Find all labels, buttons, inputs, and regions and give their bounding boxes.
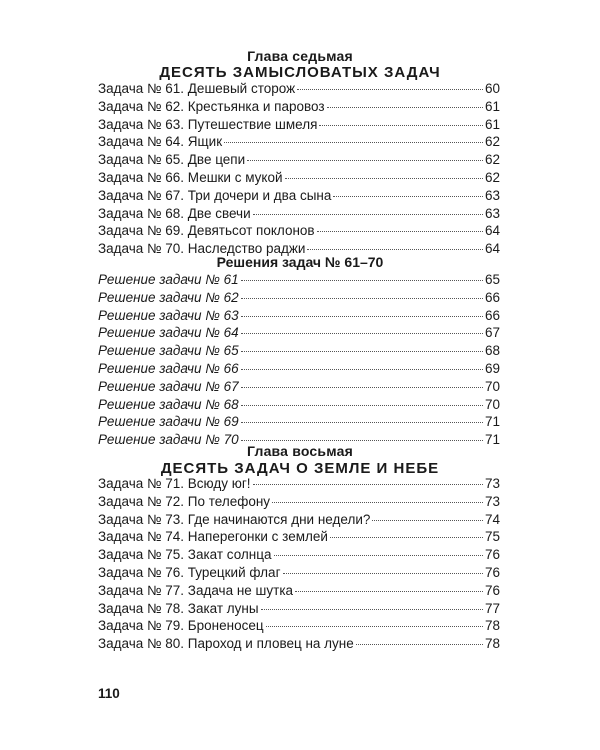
toc-entry-title: Задача № 80. Пароход и пловец на луне [98,636,354,652]
toc-entry-page: 76 [484,547,500,563]
toc-entry-title: Решение задачи № 64 [98,325,239,341]
dot-leader [283,573,483,574]
toc-entry-page: 74 [484,511,500,527]
toc-entry-problem[interactable] [98,222,500,240]
toc-entry-page: 78 [484,618,500,634]
chapter-8-toc [98,475,500,653]
toc-entry-problem[interactable] [98,187,500,205]
toc-entry-problem[interactable] [98,80,500,98]
toc-entry-title: Решение задачи № 62 [98,289,239,305]
dot-leader [241,351,483,352]
dot-leader [241,369,483,370]
toc-entry-problem[interactable] [98,511,500,529]
dot-leader [261,609,483,610]
toc-entry-page: 70 [484,396,500,412]
toc-entry-problem[interactable] [98,600,500,618]
toc-entry-page: 73 [484,493,500,509]
toc-entry-solution[interactable] [98,307,500,325]
toc-entry-problem[interactable] [98,116,500,134]
toc-entry-solution[interactable] [98,289,500,307]
toc-entry-solution[interactable] [98,360,500,378]
toc-entry-title: Задача № 72. По телефону [98,493,271,509]
dot-leader [295,591,483,592]
dot-leader [241,405,483,406]
toc-entry-title: Задача № 66. Мешки с мукой [98,169,283,185]
toc-entry-title: Решение задачи № 63 [98,307,239,323]
toc-entry-problem[interactable] [98,564,500,582]
dot-leader [241,333,483,334]
toc-entry-page: 66 [484,289,500,305]
dot-leader [247,160,483,161]
chapter-8-label: Глава восьмая [247,443,353,459]
toc-entry-page: 76 [484,564,500,580]
toc-entry-title: Решение задачи № 67 [98,378,239,394]
toc-entry-title: Решение задачи № 70 [98,432,239,448]
dot-leader [307,249,483,250]
page-number: 110 [98,686,120,701]
toc-entry-problem[interactable] [98,493,500,511]
toc-entry-title: Задача № 65. Две цепи [98,152,246,168]
toc-entry-title: Задача № 73. Где начинаются дни недели? [98,511,371,527]
dot-leader [224,142,483,143]
toc-entry-page: 64 [484,241,500,257]
toc-entry-page: 78 [484,636,500,652]
toc-entry-title: Задача № 76. Турецкий флаг [98,564,281,580]
toc-entry-problem[interactable] [98,98,500,116]
toc-entry-problem[interactable] [98,617,500,635]
chapter-7-label: Глава седьмая [247,48,353,64]
dot-leader [330,537,483,538]
toc-entry-title: Задача № 61. Дешевый сторож [98,81,296,96]
chapter-8-title: ДЕСЯТЬ ЗАДАЧ О ЗЕМЛЕ И НЕБЕ [160,460,440,477]
dot-leader [297,89,483,90]
toc-entry-solution[interactable] [98,324,500,342]
toc-entry-solution[interactable] [98,396,500,414]
dot-leader [274,555,483,556]
dot-leader [253,214,483,215]
dot-leader [272,502,483,503]
toc-entry-title: Решение задачи № 68 [98,396,239,412]
toc-entry-page: 68 [484,343,500,359]
solutions-toc [98,271,500,449]
toc-entry-problem[interactable] [98,169,500,187]
toc-entry-page: 73 [484,476,500,491]
toc-entry-problem[interactable] [98,546,500,564]
toc-entry-page: 70 [484,378,500,394]
dot-leader [356,644,483,645]
toc-entry-page: 62 [484,169,500,185]
toc-entry-title: Задача № 67. Три дочери и два сына [98,187,332,203]
toc-entry-page: 77 [484,600,500,616]
toc-entry-problem[interactable] [98,635,500,653]
toc-entry-solution[interactable] [98,378,500,396]
toc-entry-title: Решение задачи № 69 [98,414,239,430]
toc-entry-problem[interactable] [98,528,500,546]
dot-leader [241,422,483,423]
toc-entry-page: 69 [484,360,500,376]
dot-leader [241,387,483,388]
toc-entry-solution[interactable] [98,413,500,431]
toc-entry-title: Задача № 74. Наперегонки с землей [98,529,328,545]
chapter-7-toc [98,80,500,258]
dot-leader [319,125,483,126]
toc-entry-page: 71 [484,414,500,430]
toc-entry-title: Задача № 77. Задача не шутка [98,582,294,598]
toc-entry-problem[interactable] [98,582,500,600]
toc-entry-page: 67 [484,325,500,341]
toc-entry-solution[interactable] [98,342,500,360]
toc-entry-page: 63 [484,205,500,221]
dot-leader [317,231,483,232]
toc-entry-page: 62 [484,152,500,168]
toc-entry-title: Задача № 75. Закат солнца [98,547,272,563]
toc-entry-problem[interactable] [98,151,500,169]
dot-leader [266,626,483,627]
dot-leader [285,178,483,179]
solutions-heading: Решения задач № 61–70 [216,254,384,270]
dot-leader [241,316,483,317]
dot-leader [241,440,483,441]
toc-entry-page: 60 [484,81,500,96]
toc-entry-page: 65 [484,272,500,287]
dot-leader [253,484,483,485]
toc-entry-title: Решение задачи № 66 [98,360,239,376]
toc-entry-page: 61 [484,116,500,132]
toc-entry-problem[interactable] [98,133,500,151]
toc-entry-page: 75 [484,529,500,545]
toc-entry-problem[interactable] [98,475,500,493]
toc-entry-title: Задача № 64. Ящик [98,134,223,150]
toc-entry-page: 64 [484,223,500,239]
toc-entry-page: 71 [484,432,500,448]
toc-entry-problem[interactable] [98,205,500,223]
dot-leader [372,520,483,521]
toc-entry-page: 66 [484,307,500,323]
toc-entry-title: Задача № 68. Две свечи [98,205,251,221]
toc-entry-title: Задача № 79. Броненосец [98,618,264,634]
chapter-7-title: ДЕСЯТЬ ЗАМЫСЛОВАТЫХ ЗАДАЧ [159,64,441,81]
dot-leader [333,196,483,197]
toc-entry-page: 62 [484,134,500,150]
toc-entry-page: 61 [484,98,500,114]
dot-leader [327,107,483,108]
toc-entry-title: Задача № 70. Наследство раджи [98,241,306,257]
toc-entry-page: 63 [484,187,500,203]
toc-entry-title: Задача № 62. Крестьянка и паровоз [98,98,325,114]
toc-entry-title: Решение задачи № 61 [98,272,239,287]
toc-entry-title: Задача № 78. Закат луны [98,600,259,616]
dot-leader [241,280,483,281]
toc-entry-title: Задача № 69. Девятьсот поклонов [98,223,315,239]
toc-entry-title: Решение задачи № 65 [98,343,239,359]
toc-entry-title: Задача № 71. Всюду юг! [98,476,251,491]
toc-entry-title: Задача № 63. Путешествие шмеля [98,116,318,132]
toc-entry-solution[interactable] [98,271,500,289]
dot-leader [241,298,483,299]
toc-entry-page: 76 [484,582,500,598]
